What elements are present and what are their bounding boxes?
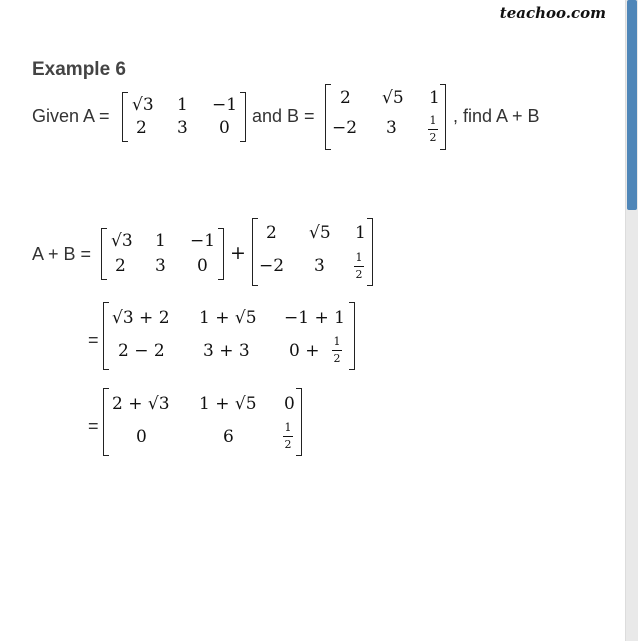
matrix-cell: 2: [266, 223, 277, 243]
matrix-cell: √3: [132, 95, 154, 115]
right-bracket: [367, 218, 373, 286]
left-bracket: [252, 218, 258, 286]
left-bracket: [103, 302, 109, 370]
matrix-cell: 2: [340, 88, 351, 108]
solution-lhs: A + B =: [32, 244, 92, 264]
fraction-denominator: 2: [429, 131, 437, 144]
left-bracket: [101, 228, 107, 280]
matrix-cell: 1: [177, 95, 188, 115]
example-heading: Example 6: [32, 59, 126, 80]
fraction-denominator: 2: [355, 268, 363, 281]
matrix-cell: 0: [284, 394, 295, 414]
matrix-cell: 3: [177, 118, 188, 138]
left-bracket: [325, 84, 331, 150]
right-bracket: [296, 388, 302, 456]
matrix-cell: √3: [111, 231, 133, 251]
matrix-cell: 3: [155, 256, 166, 276]
fraction-numerator: 1: [284, 421, 292, 434]
right-bracket: [349, 302, 355, 370]
matrix-cell: 3 + 3: [203, 341, 250, 361]
fraction-numerator: 1: [355, 251, 363, 264]
matrix-cell: √5: [382, 88, 404, 108]
right-bracket: [240, 92, 246, 142]
brand-logo: teachoo.com: [499, 4, 606, 22]
and-b-text: and B =: [252, 106, 315, 126]
matrix-cell: 1: [355, 223, 366, 243]
given-text: Given A =: [32, 106, 110, 126]
matrix-cell: 2: [136, 118, 147, 138]
right-bracket: [440, 84, 446, 150]
matrix-cell: 6: [223, 427, 234, 447]
scrollbar-thumb[interactable]: [627, 0, 637, 210]
matrix-cell: −1 + 1: [284, 308, 345, 328]
fraction-denominator: 2: [284, 438, 292, 451]
matrix-cell: 2: [115, 256, 126, 276]
fraction-bar: [332, 350, 342, 351]
matrix-cell: 0: [197, 256, 208, 276]
fraction-numerator: 1: [429, 114, 437, 127]
fraction-denominator: 2: [333, 352, 341, 365]
matrix-cell: −2: [259, 256, 285, 276]
left-bracket: [122, 92, 128, 142]
matrix-cell: −1: [212, 95, 238, 115]
matrix-cell: 3: [314, 256, 325, 276]
matrix-cell: 2 − 2: [118, 341, 165, 361]
right-bracket: [218, 228, 224, 280]
left-bracket: [103, 388, 109, 456]
matrix-cell: 0: [136, 427, 147, 447]
plus-sign: +: [230, 242, 246, 264]
matrix-cell: −2: [332, 118, 358, 138]
find-text: , find A + B: [453, 106, 540, 126]
fraction-bar: [283, 436, 293, 437]
matrix-cell: 1 + √5: [199, 394, 257, 414]
equals-sign: =: [88, 330, 99, 350]
vertical-scrollbar[interactable]: [625, 0, 638, 641]
slide-page: teachoo.com Example 6 Given A = √3 1 −1 2 3 0 and B = 2 √5 1 −2 3 1 2 , find A + B A + B = √3 1 −1 2 3 0 + 2 √5 1 −2 3 1 2 = √3 + 2 1 + √5 −1 + 1 2 − 2 3 + 3 0 + 1 2 = 2 + √3 1 + √5 0 0 6 1 2: [0, 0, 626, 641]
matrix-cell: 1 + √5: [199, 308, 257, 328]
fraction-bar: [354, 266, 364, 267]
matrix-cell: 1: [155, 231, 166, 251]
equals-sign: =: [88, 416, 99, 436]
fraction-numerator: 1: [333, 335, 341, 348]
matrix-cell: 0: [219, 118, 230, 138]
matrix-cell: 2 + √3: [112, 394, 170, 414]
matrix-cell: 1: [429, 88, 440, 108]
matrix-cell: √3 + 2: [112, 308, 170, 328]
matrix-cell: 3: [386, 118, 397, 138]
fraction-bar: [428, 129, 438, 130]
matrix-cell: −1: [190, 231, 216, 251]
matrix-cell: √5: [309, 223, 331, 243]
